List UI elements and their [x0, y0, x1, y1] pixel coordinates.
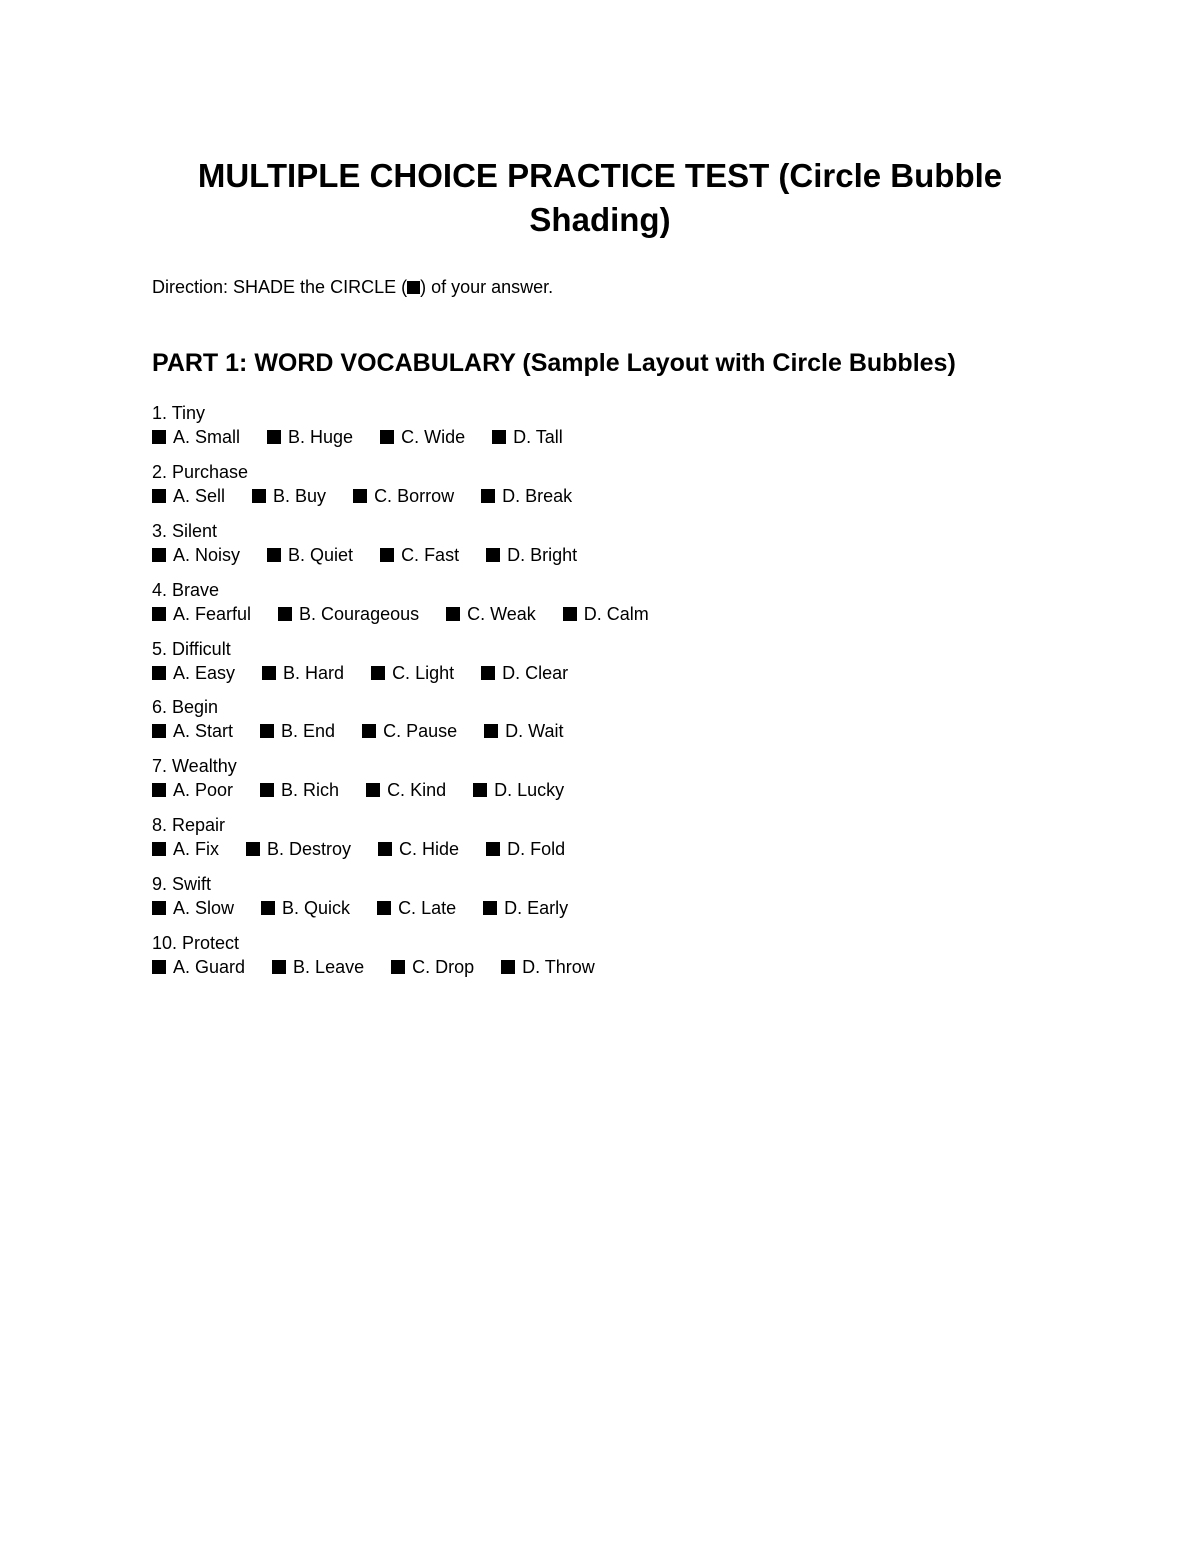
answer-options — [152, 719, 1052, 743]
answer-option[interactable] — [481, 484, 572, 508]
question-item — [152, 754, 1052, 813]
answer-option-label: C. Hide — [399, 839, 460, 860]
answer-option[interactable] — [272, 955, 364, 979]
answer-option[interactable] — [267, 543, 353, 567]
answer-option-label: D. Bright — [507, 544, 578, 565]
answer-option[interactable] — [362, 719, 457, 743]
answer-options — [152, 543, 1052, 567]
answer-bubble-icon[interactable] — [486, 842, 500, 856]
answer-option[interactable] — [152, 837, 219, 861]
answer-option[interactable] — [473, 778, 564, 802]
answer-bubble-icon[interactable] — [492, 430, 506, 444]
answer-option[interactable] — [152, 602, 251, 626]
answer-bubble-icon[interactable] — [371, 666, 385, 680]
answer-bubble-icon[interactable] — [267, 430, 281, 444]
answer-options — [152, 425, 1052, 449]
answer-option-label: C. Fast — [401, 544, 460, 565]
answer-bubble-icon[interactable] — [152, 607, 166, 621]
answer-option-label: A. Fearful — [173, 603, 252, 624]
answer-bubble-icon[interactable] — [152, 666, 166, 680]
question-prompt: 4. Brave — [152, 579, 220, 600]
answer-options — [152, 778, 1052, 802]
answer-bubble-icon[interactable] — [362, 724, 376, 738]
filled-square-icon — [407, 281, 420, 294]
answer-bubble-icon[interactable] — [380, 548, 394, 562]
answer-option-label: A. Noisy — [173, 544, 241, 565]
answer-option[interactable] — [380, 425, 465, 449]
answer-option[interactable] — [486, 837, 565, 861]
answer-options — [152, 955, 1052, 979]
answer-option-label: B. Hard — [283, 662, 345, 683]
question-prompt: 6. Begin — [152, 697, 219, 718]
answer-option-label: D. Tall — [513, 427, 563, 447]
answer-option[interactable] — [484, 719, 563, 743]
answer-option-label: B. Buy — [273, 485, 327, 506]
question-prompt: 1. Tiny — [152, 403, 206, 423]
part-heading: PART 1: WORD VOCABULARY (Sample Layout with Circle Bubbles) — [152, 349, 956, 377]
answer-options — [152, 661, 1052, 685]
question-prompt: 10. Protect — [152, 933, 240, 954]
answer-option-label: C. Borrow — [374, 485, 455, 506]
answer-option[interactable] — [152, 425, 240, 449]
question-item — [152, 519, 1052, 578]
answer-option-label: C. Wide — [401, 427, 466, 447]
answer-option-label: A. Guard — [173, 957, 246, 978]
answer-option[interactable] — [446, 602, 536, 626]
answer-option-label: B. End — [281, 721, 336, 742]
question-item — [152, 401, 1052, 460]
answer-bubble-icon[interactable] — [380, 430, 394, 444]
answer-option[interactable] — [262, 661, 344, 685]
answer-bubble-icon[interactable] — [260, 783, 274, 797]
question-item — [152, 578, 1052, 637]
question-item — [152, 637, 1052, 696]
answer-options — [152, 896, 1052, 920]
answer-bubble-icon[interactable] — [152, 548, 166, 562]
answer-bubble-icon[interactable] — [267, 548, 281, 562]
answer-option-label: D. Calm — [583, 603, 649, 624]
answer-option[interactable] — [246, 837, 351, 861]
answer-bubble-icon[interactable] — [152, 489, 166, 503]
answer-option[interactable] — [391, 955, 474, 979]
question-item — [152, 695, 1052, 754]
answer-option-label: B. Quiet — [288, 544, 354, 565]
answer-option[interactable] — [377, 896, 456, 920]
answer-option[interactable] — [152, 896, 234, 920]
answer-option-label: D. Clear — [502, 662, 569, 683]
answer-option[interactable] — [380, 543, 459, 567]
answer-option[interactable] — [486, 543, 577, 567]
answer-option-label: C. Late — [398, 898, 457, 919]
question-prompt: 5. Difficult — [152, 638, 231, 659]
answer-option-label: A. Poor — [173, 780, 234, 801]
answer-option[interactable] — [353, 484, 454, 508]
answer-option-label: A. Easy — [173, 662, 236, 683]
question-prompt: 7. Wealthy — [152, 756, 237, 777]
answer-option-label: A. Fix — [173, 839, 220, 860]
answer-option-label: B. Destroy — [267, 839, 352, 860]
answer-options — [152, 484, 1052, 508]
question-item — [152, 813, 1052, 872]
answer-bubble-icon[interactable] — [366, 783, 380, 797]
answer-option[interactable] — [563, 602, 649, 626]
answer-option[interactable] — [261, 896, 350, 920]
question-item — [152, 872, 1052, 931]
answer-option[interactable] — [152, 719, 233, 743]
answer-bubble-icon[interactable] — [152, 724, 166, 738]
direction-text-before: Direction: SHADE the CIRCLE ( — [152, 277, 408, 297]
answer-option[interactable] — [152, 543, 240, 567]
answer-option[interactable] — [278, 602, 419, 626]
answer-option-label: C. Drop — [412, 957, 475, 978]
answer-option[interactable] — [378, 837, 459, 861]
answer-option[interactable] — [492, 425, 563, 449]
direction-text — [152, 276, 553, 298]
answer-bubble-icon[interactable] — [446, 607, 460, 621]
answer-option[interactable] — [366, 778, 446, 802]
question-prompt: 2. Purchase — [152, 461, 249, 482]
answer-bubble-icon[interactable] — [152, 783, 166, 797]
answer-option[interactable] — [501, 955, 595, 979]
answer-bubble-icon[interactable] — [483, 901, 497, 915]
answer-option[interactable] — [152, 955, 245, 979]
answer-bubble-icon[interactable] — [391, 960, 405, 974]
answer-option[interactable] — [252, 484, 326, 508]
answer-option[interactable] — [152, 778, 233, 802]
question-prompt: 8. Repair — [152, 815, 226, 836]
answer-bubble-icon[interactable] — [486, 548, 500, 562]
answer-option[interactable] — [483, 896, 568, 920]
answer-option-label: C. Kind — [387, 780, 447, 801]
answer-option[interactable] — [260, 719, 335, 743]
answer-bubble-icon[interactable] — [152, 960, 166, 974]
answer-option-label: A. Sell — [173, 485, 226, 506]
answer-bubble-icon[interactable] — [152, 842, 166, 856]
answer-option-label: C. Pause — [383, 721, 458, 742]
answer-option-label: A. Slow — [173, 898, 235, 919]
question-prompt: 9. Swift — [152, 874, 212, 895]
direction-text-after: ) of your answer. — [420, 277, 554, 297]
answer-option-label: B. Huge — [288, 427, 354, 447]
answer-option-label: A. Start — [173, 721, 234, 742]
answer-options — [152, 602, 1052, 626]
answer-bubble-icon[interactable] — [377, 901, 391, 915]
answer-bubble-icon[interactable] — [481, 489, 495, 503]
answer-option-label: D. Wait — [505, 721, 564, 742]
question-item — [152, 931, 1052, 990]
answer-option-label: D. Break — [502, 485, 573, 506]
answer-option-label: A. Small — [173, 427, 241, 447]
answer-option-label: D. Throw — [522, 957, 595, 978]
answer-bubble-icon[interactable] — [353, 489, 367, 503]
answer-bubble-icon[interactable] — [563, 607, 577, 621]
answer-option-label: C. Weak — [467, 603, 536, 624]
answer-option-label: B. Leave — [293, 957, 365, 978]
answer-option[interactable] — [152, 661, 235, 685]
answer-bubble-icon[interactable] — [378, 842, 392, 856]
answer-option-label: D. Fold — [507, 839, 566, 860]
question-prompt: 3. Silent — [152, 520, 218, 541]
answer-bubble-icon[interactable] — [501, 960, 515, 974]
answer-bubble-icon[interactable] — [278, 607, 292, 621]
answer-bubble-icon[interactable] — [262, 666, 276, 680]
answer-option-label: D. Lucky — [494, 780, 565, 801]
answer-bubble-icon[interactable] — [246, 842, 260, 856]
question-item — [152, 460, 1052, 519]
answer-bubble-icon[interactable] — [261, 901, 275, 915]
answer-option-label: B. Rich — [281, 780, 340, 801]
answer-option-label: D. Early — [504, 898, 569, 919]
answer-bubble-icon[interactable] — [252, 489, 266, 503]
answer-bubble-icon[interactable] — [152, 901, 166, 915]
answer-option-label: B. Courageous — [299, 603, 420, 624]
answer-bubble-icon[interactable] — [484, 724, 498, 738]
answer-option-label: C. Light — [392, 662, 455, 683]
answer-bubble-icon[interactable] — [260, 724, 274, 738]
answer-bubble-icon[interactable] — [473, 783, 487, 797]
answer-bubble-icon[interactable] — [152, 430, 166, 444]
answer-option[interactable] — [152, 484, 225, 508]
answer-options — [152, 837, 1052, 861]
answer-option-label: B. Quick — [282, 898, 351, 919]
answer-option[interactable] — [267, 425, 353, 449]
answer-option[interactable] — [260, 778, 339, 802]
answer-bubble-icon[interactable] — [481, 666, 495, 680]
answer-bubble-icon[interactable] — [272, 960, 286, 974]
answer-option[interactable] — [371, 661, 454, 685]
page-title: MULTIPLE CHOICE PRACTICE TEST (Circle Bubble Shading) — [197, 157, 1003, 238]
question-list — [152, 401, 1052, 990]
answer-option[interactable] — [481, 661, 568, 685]
